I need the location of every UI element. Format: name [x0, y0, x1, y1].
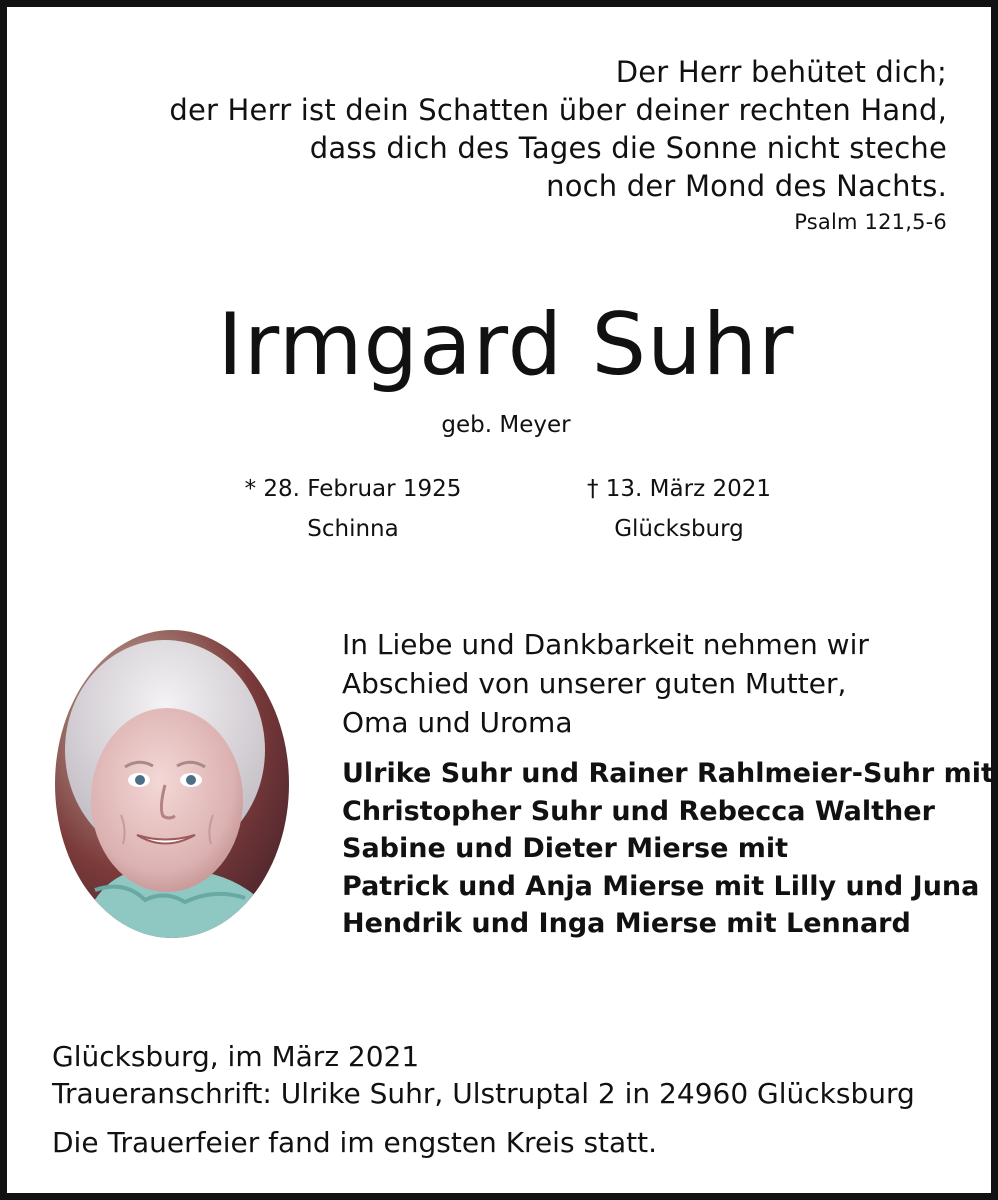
- psalm-line: dass dich des Tages die Sonne nicht steche: [309, 131, 947, 165]
- death-info: [529, 469, 829, 549]
- place-date: Glücksburg, im März 2021: [52, 1040, 420, 1073]
- family-line: Hendrik und Inga Mierse mit Lennard: [342, 908, 911, 939]
- family-line: Sabine und Dieter Mierse mit: [342, 833, 789, 864]
- death-place: Glücksburg: [614, 516, 744, 542]
- psalm-reference: Psalm 121,5-6: [794, 210, 947, 234]
- funeral-note: Die Trauerfeier fand im engsten Kreis statt.: [52, 1126, 658, 1159]
- birth-place: Schinna: [307, 516, 399, 542]
- birth-date: * 28. Februar 1925: [244, 476, 462, 502]
- psalm-line: Der Herr behütet dich;: [615, 55, 947, 89]
- message-line: Abschied von unserer guten Mutter,: [342, 667, 847, 700]
- birth-info: [203, 469, 503, 549]
- maiden-name: geb. Meyer: [441, 412, 571, 438]
- death-date: † 13. März 2021: [586, 476, 771, 502]
- mourning-address: Traueranschrift: Ulrike Suhr, Ulstruptal 2 in 24960 Glücksburg: [52, 1077, 915, 1110]
- portrait-photo-icon: [55, 630, 289, 938]
- family-line: Ulrike Suhr und Rainer Rahlmeier-Suhr mit: [342, 758, 994, 789]
- message-line: In Liebe und Dankbarkeit nehmen wir: [342, 628, 869, 661]
- psalm-line: noch der Mond des Nachts.: [546, 169, 947, 203]
- family-line: Christopher Suhr und Rebecca Walther: [342, 795, 935, 827]
- farewell-message: [342, 625, 869, 742]
- family-line: Patrick und Anja Mierse mit Lilly und Juna: [342, 870, 980, 902]
- closing-info: [52, 1038, 915, 1161]
- psalm-line: der Herr ist dein Schatten über deiner rechten Hand,: [169, 93, 947, 127]
- psalm-quote: [127, 53, 947, 237]
- deceased-name: Irmgard Suhr: [217, 295, 795, 395]
- message-line: Oma und Uroma: [342, 706, 573, 739]
- family-list: [342, 755, 994, 943]
